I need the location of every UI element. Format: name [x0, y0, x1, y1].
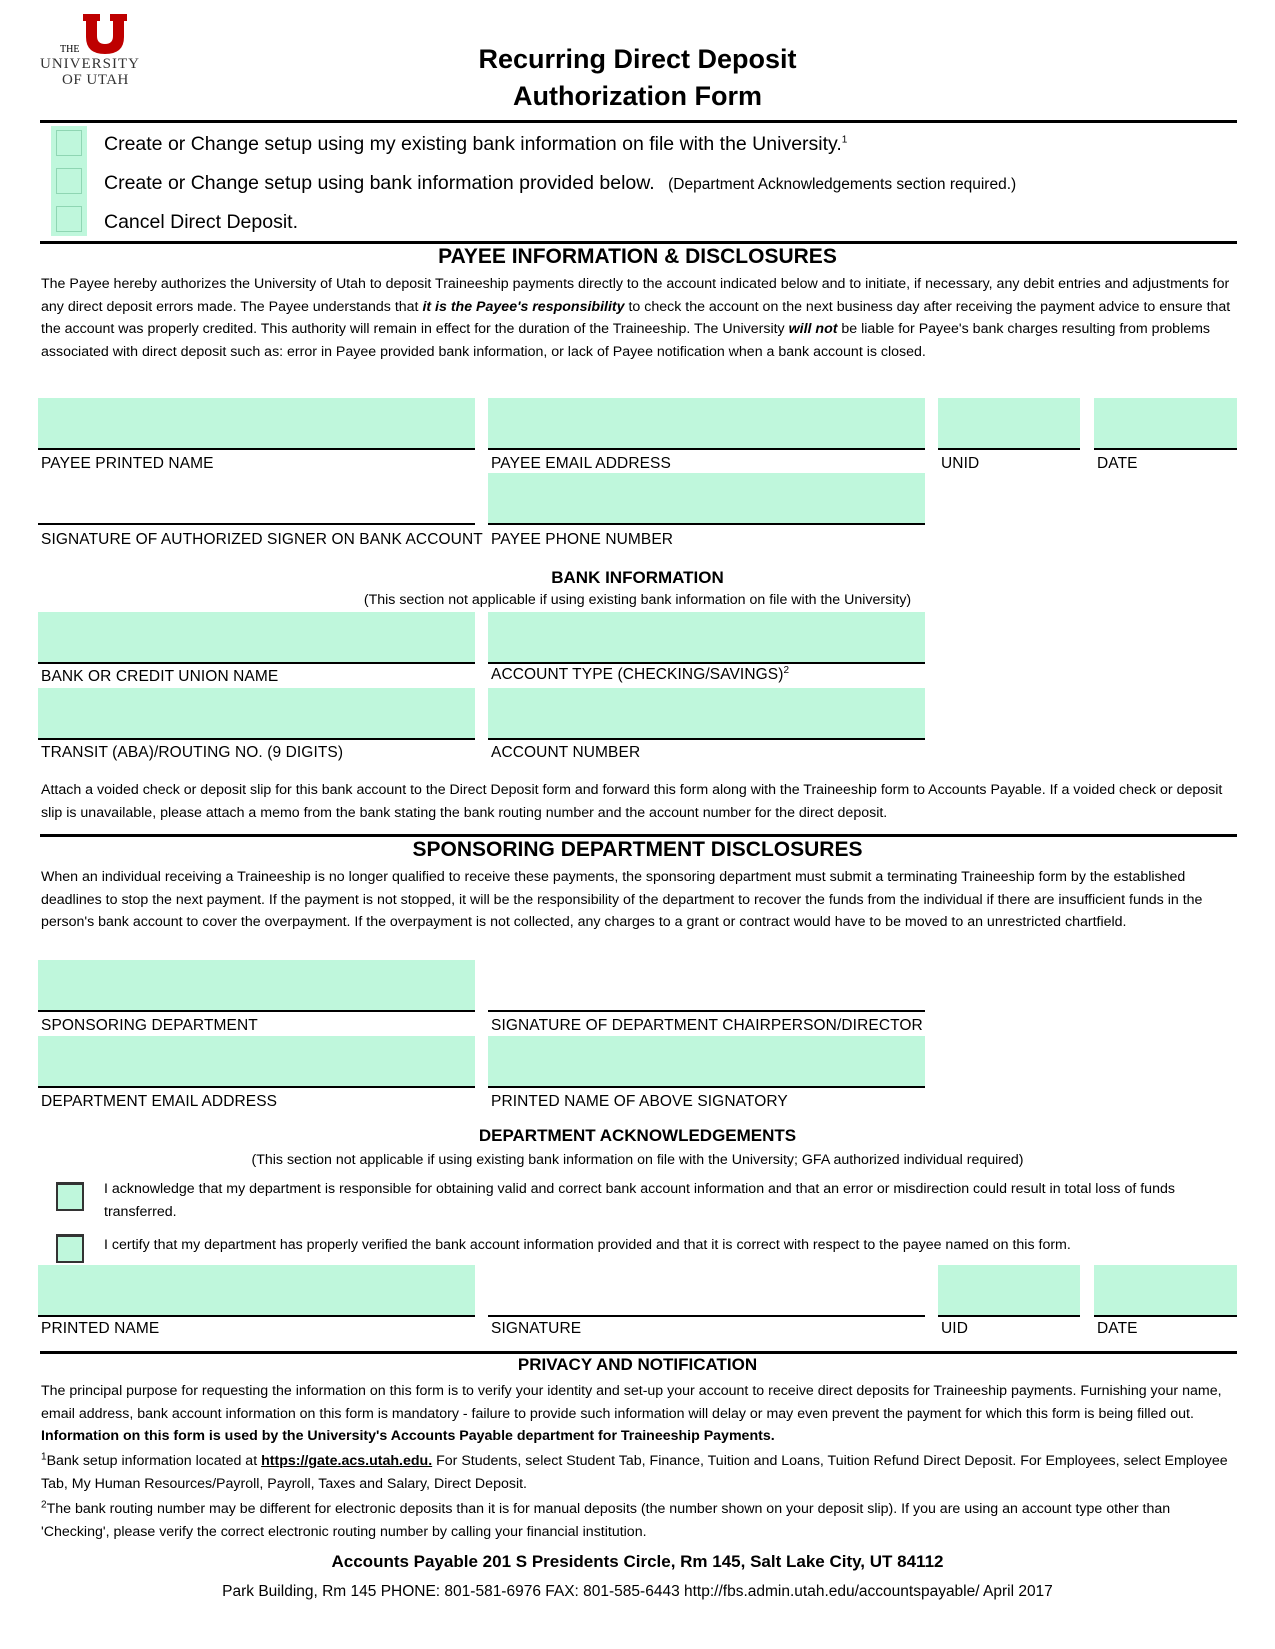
certify-text: I certify that my department has properly verified the bank account information provided and that it is correct with respect to the payee named on this form. — [104, 1237, 1071, 1253]
payee-signature-line[interactable] — [38, 473, 475, 525]
footnote-ref-1: 1 — [841, 134, 848, 146]
payee-email-input[interactable] — [488, 398, 925, 450]
payee-email-label: PAYEE EMAIL ADDRESS — [491, 455, 671, 472]
option-existing-label: Create or Change setup using my existing bank information on file with the University.$^1$ — [104, 133, 848, 155]
certify-checkbox[interactable] — [56, 1234, 84, 1263]
payee-date-label: DATE — [1097, 455, 1138, 472]
payee-printed-name-input[interactable] — [38, 398, 475, 450]
ack-signature-line[interactable] — [488, 1265, 925, 1317]
form-title-line1: Recurring Direct Deposit — [478, 44, 797, 74]
payee-unid-input[interactable] — [938, 398, 1080, 450]
ack-printed-name-label: PRINTED NAME — [41, 1320, 160, 1337]
department-email-input[interactable] — [38, 1036, 475, 1088]
payee-disclosure-text: The Payee hereby authorizes the University of Utah to deposit Traineeship payments directly to the account indicated below and to initiate, if necessary, any debit entries and adjustments for any direct deposit errors made. The Payee understands that it is the Payee's responsibility to check the account on the next business day after receiving the payment advice to ensure that the account was properly credited. This authority will remain in effect for the duration of the Traineeship. The University will not be liable for Payee's bank charges resulting from problems associated with direct deposit such as: error in Payee provided bank information, or lack of Payee notification when a bank account is closed. — [41, 276, 1231, 360]
sponsor-disclosure-text: When an individual receiving a Traineeship is no longer qualified to receive these payments, the sponsoring department must submit a terminating Traineeship form by the established deadlines to stop the next payment. If the payment is not stopped, it will be the responsibility of the department to recover the funds from the individual if there are insufficient funds in the person's bank account to cover the overpayment. If the overpayment is not collected, any charges to a grant or contract would have to be moved to an unrestricted chartfield. — [41, 869, 1203, 930]
ack-signature-label: SIGNATURE — [491, 1320, 582, 1337]
routing-number-input[interactable] — [38, 688, 475, 740]
footer-address: Accounts Payable 201 S Presidents Circle, Rm 145, Salt Lake City, UT 84112 — [331, 1552, 944, 1571]
ack-date-label: DATE — [1097, 1320, 1138, 1337]
privacy-text: The principal purpose for requesting the information on this form is to verify your identity and set-up your account to receive direct deposits for Traineeship payments. Furnishing your name, email address, bank account information on this form is mandatory - failure to provide such information will delay or may even prevent the payment for which this form is being filled out. Information on this form is used by the University's Accounts Payable department for Traineeship Payments. — [41, 1383, 1222, 1444]
acknowledgements-heading: DEPARTMENT ACKNOWLEDGEMENTS — [478, 1126, 797, 1145]
payee-phone-input[interactable] — [488, 473, 925, 525]
ack-uid-label: UID — [941, 1320, 968, 1337]
payee-printed-name-label: PAYEE PRINTED NAME — [41, 455, 214, 472]
option-cancel-checkbox[interactable] — [56, 206, 82, 232]
bank-subheading: (This section not applicable if using existing bank information on file with the University) — [363, 592, 912, 608]
payee-signature-label: SIGNATURE OF AUTHORIZED SIGNER ON BANK ACCOUNT — [41, 531, 483, 548]
acknowledge-checkbox[interactable] — [56, 1182, 84, 1211]
signatory-name-input[interactable] — [488, 1036, 925, 1088]
payee-phone-label: PAYEE PHONE NUMBER — [491, 531, 674, 548]
chair-signature-line[interactable] — [488, 960, 925, 1012]
logo-university: UNIVERSITY — [40, 56, 140, 72]
divider — [40, 1351, 1237, 1354]
acknowledgements-subheading: (This section not applicable if using existing bank information on file with the University; GFA authorized individual required) — [251, 1152, 1024, 1168]
account-type-label: ACCOUNT TYPE (CHECKING/SAVINGS)$^2$ — [491, 664, 790, 683]
account-type-input[interactable] — [488, 612, 925, 664]
payee-heading: PAYEE INFORMATION & DISCLOSURES — [438, 245, 837, 268]
option-new-bank-label: Create or Change setup using bank information provided below. (Department Acknowledgements section required.) — [104, 172, 1017, 194]
account-number-input[interactable] — [488, 688, 925, 740]
footnote-ref-2: 2 — [783, 664, 790, 676]
divider — [40, 834, 1237, 837]
sponsoring-department-label: SPONSORING DEPARTMENT — [41, 1017, 258, 1034]
divider — [40, 241, 1237, 244]
form-title-line2: Authorization Form — [513, 81, 762, 111]
bank-name-label: BANK OR CREDIT UNION NAME — [41, 668, 279, 685]
signatory-name-label: PRINTED NAME OF ABOVE SIGNATORY — [491, 1093, 788, 1110]
option-new-bank-checkbox[interactable] — [56, 168, 82, 194]
option-cancel-label: Cancel Direct Deposit. — [104, 211, 298, 233]
bank-heading: BANK INFORMATION — [551, 568, 724, 587]
footer-contact: Park Building, Rm 145 PHONE: 801-581-6976 FAX: 801-585-6443 http://fbs.admin.utah.edu/accountspayable/ April 2017 — [222, 1583, 1053, 1600]
footnote-2: $^2$The bank routing number may be different for electronic deposits than it is for manual deposits (the number shown on your deposit slip). If you are using an account type other than 'Checking', please verify the correct electronic routing number by calling your financial institution. — [41, 1499, 1171, 1540]
bank-name-input[interactable] — [38, 612, 475, 664]
department-email-label: DEPARTMENT EMAIL ADDRESS — [41, 1093, 278, 1110]
ack-date-input[interactable] — [1094, 1265, 1237, 1317]
gate-link[interactable]: https://gate.acs.utah.edu. — [261, 1453, 433, 1469]
sponsor-heading: SPONSORING DEPARTMENT DISCLOSURES — [412, 838, 863, 861]
sponsoring-department-input[interactable] — [38, 960, 475, 1012]
option-existing-checkbox[interactable] — [56, 130, 82, 156]
option-new-bank-note: (Department Acknowledgements section required.) — [668, 176, 1017, 193]
account-number-label: ACCOUNT NUMBER — [491, 744, 641, 761]
payee-unid-label: UNID — [941, 455, 980, 472]
payee-date-input[interactable] — [1094, 398, 1237, 450]
logo-the: THE — [60, 44, 80, 55]
routing-number-label: TRANSIT (ABA)/ROUTING NO. (9 DIGITS) — [41, 744, 344, 761]
footnote-1: $^1$Bank setup information located at https://gate.acs.utah.edu. For Students, select Student Tab, Finance, Tuition and Loans, Tuition Refund Direct Deposit. For Employees, select Employee Tab, My Human Resources/Payroll, Payroll, Taxes and Salary, Direct Deposit. — [41, 1451, 1228, 1492]
logo-of-utah: OF UTAH — [62, 72, 129, 88]
bank-note: Attach a voided check or deposit slip for this bank account to the Direct Deposit form and forward this form along with the Traineeship form to Accounts Payable. If a voided check or deposit slip is unavailable, please attach a memo from the bank stating the bank routing number and the account number for the direct deposit. — [41, 782, 1223, 821]
ack-uid-input[interactable] — [938, 1265, 1080, 1317]
chair-signature-label: SIGNATURE OF DEPARTMENT CHAIRPERSON/DIRECTOR — [491, 1017, 923, 1034]
divider — [40, 120, 1237, 123]
privacy-heading: PRIVACY AND NOTIFICATION — [517, 1355, 758, 1374]
acknowledge-text: I acknowledge that my department is responsible for obtaining valid and correct bank account information and that an error or misdirection could result in total loss of funds transferred. — [104, 1181, 1175, 1220]
ack-printed-name-input[interactable] — [38, 1265, 475, 1317]
